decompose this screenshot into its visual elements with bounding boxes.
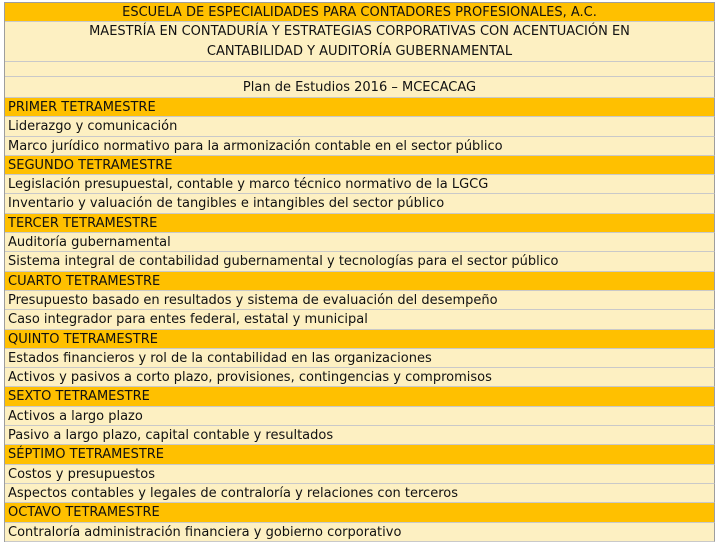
term-label: CUARTO TETRAMESTRE: [8, 273, 161, 289]
course-name: Aspectos contables y legales de contraloría y relaciones con terceros: [8, 485, 458, 501]
term-label: QUINTO TETRAMESTRE: [8, 331, 158, 347]
course-name: Activos a largo plazo: [8, 408, 143, 424]
program-title-line-2: CANTABILIDAD Y AUDITORÍA GUBERNAMENTAL: [206, 44, 513, 59]
term-header-row[interactable]: [5, 214, 715, 233]
course-row[interactable]: [5, 426, 715, 445]
school-name-cell[interactable]: [5, 2, 715, 22]
course-row[interactable]: [5, 252, 715, 271]
course-row[interactable]: [5, 349, 715, 368]
course-name: Activos y pasivos a corto plazo, provisiones, contingencias y compromisos: [8, 370, 492, 386]
term-label: SEGUNDO TETRAMESTRE: [8, 157, 173, 173]
course-row[interactable]: [5, 407, 715, 426]
term-header-row[interactable]: [5, 272, 715, 291]
course-name: Pasivo a largo plazo, capital contable y resultados: [8, 428, 334, 444]
course-name: Liderazgo y comunicación: [8, 119, 178, 135]
spreadsheet-table: [4, 2, 715, 542]
empty-row[interactable]: [5, 62, 715, 77]
term-header-row[interactable]: [5, 445, 715, 464]
plan-title-cell[interactable]: [5, 77, 715, 98]
course-row[interactable]: [5, 175, 715, 194]
course-row[interactable]: [5, 368, 715, 387]
course-row[interactable]: [5, 117, 715, 136]
term-label: TERCER TETRAMESTRE: [8, 215, 158, 231]
school-name: ESCUELA DE ESPECIALIDADES PARA CONTADORES PROFESIONALES, A.C.: [122, 5, 597, 20]
course-row[interactable]: [5, 310, 715, 329]
course-name: Auditoría gubernamental: [8, 235, 171, 251]
course-row[interactable]: [5, 137, 715, 156]
course-name: Marco jurídico normativo para la armonización contable en el sector público: [8, 138, 503, 154]
course-name: Inventario y valuación de tangibles e intangibles del sector público: [8, 196, 445, 212]
term-header-row[interactable]: [5, 98, 715, 117]
course-row[interactable]: [5, 233, 715, 252]
course-name: Legislación presupuestal, contable y marco técnico normativo de la LGCG: [8, 177, 489, 193]
course-name: Contraloría administración financiera y gobierno corporativo: [8, 524, 402, 540]
course-name: Presupuesto basado en resultados y sistema de evaluación del desempeño: [8, 292, 498, 308]
curriculum-rows: [5, 98, 715, 542]
term-label: SÉPTIMO TETRAMESTRE: [8, 447, 165, 463]
term-label: SEXTO TETRAMESTRE: [8, 389, 150, 405]
term-header-row[interactable]: [5, 156, 715, 175]
term-header-row[interactable]: [5, 503, 715, 522]
program-title-cell[interactable]: [5, 22, 715, 62]
term-header-row[interactable]: [5, 330, 715, 349]
program-title-line-1: MAESTRÍA EN CONTADURÍA Y ESTRATEGIAS CORPORATIVAS CON ACENTUACIÓN EN: [89, 24, 630, 39]
course-row[interactable]: [5, 291, 715, 310]
course-name: Caso integrador para entes federal, estatal y municipal: [8, 312, 368, 328]
course-row[interactable]: [5, 523, 715, 542]
course-name: Estados financieros y rol de la contabilidad en las organizaciones: [8, 350, 432, 366]
term-header-row[interactable]: [5, 387, 715, 406]
term-label: OCTAVO TETRAMESTRE: [8, 505, 160, 521]
course-row[interactable]: [5, 465, 715, 484]
term-label: PRIMER TETRAMESTRE: [8, 100, 156, 115]
course-row[interactable]: [5, 484, 715, 503]
course-name: Sistema integral de contabilidad gubernamental y tecnologías para el sector público: [8, 254, 559, 270]
course-row[interactable]: [5, 194, 715, 213]
course-name: Costos y presupuestos: [8, 466, 155, 482]
plan-title: Plan de Estudios 2016 – MCECACAG: [242, 80, 477, 95]
